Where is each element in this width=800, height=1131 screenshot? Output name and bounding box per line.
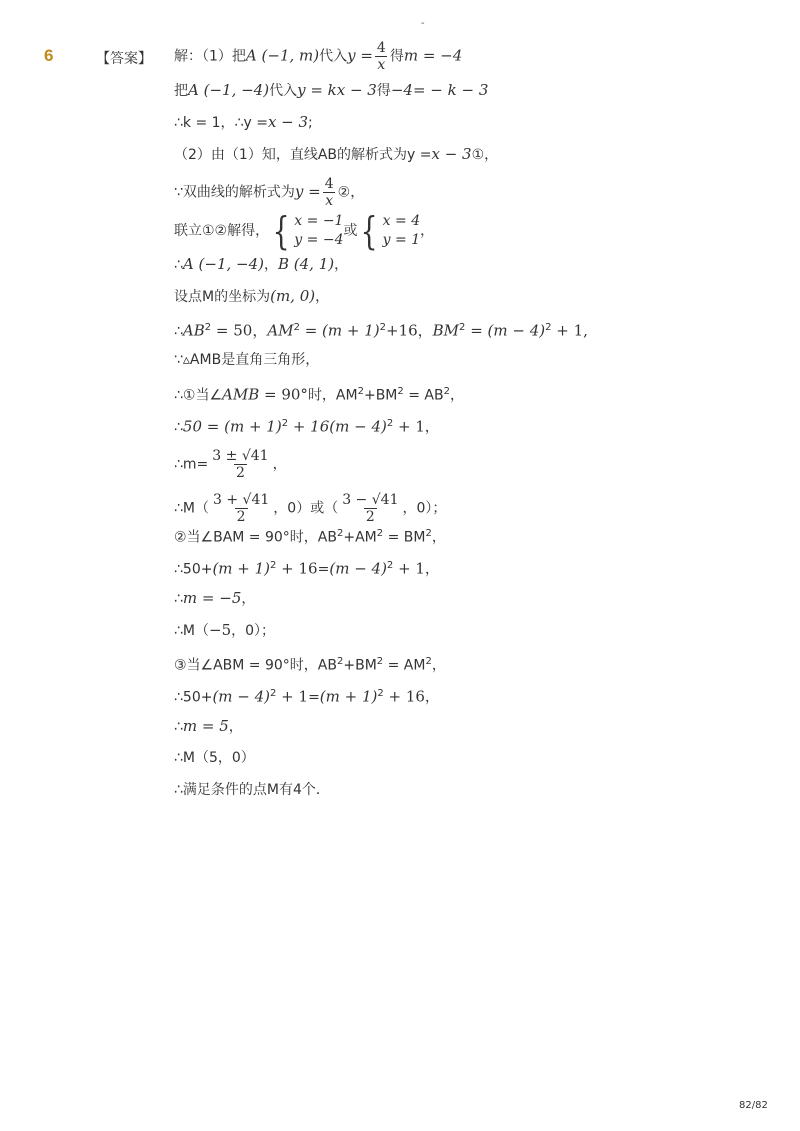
exponent: 2 [270,688,277,699]
text: ∴M（ [174,500,209,517]
exponent: 2 [425,656,432,667]
text: ∴50+ [174,689,213,706]
text: ，0）或（ [273,500,339,517]
solution-line-19 [174,652,446,676]
math: 50 = (m + 1) [182,417,282,436]
solution-line-20 [174,684,439,708]
solution-line-18 [174,620,275,641]
text: 解：（1）把 [174,48,246,65]
math: +16， [386,321,433,340]
text: ∵▵AMB是直角三角形， [174,352,320,368]
math: x − 3 [431,145,472,163]
solution-line-13 [174,448,287,481]
math: = 50， [211,321,268,340]
math: + 1 [393,417,425,436]
math: m = −5 [182,589,242,607]
exponent: 2 [293,322,300,333]
exponent: 2 [386,418,394,429]
solution-line-21 [174,716,243,737]
solution-line-15 [174,524,446,548]
text: ∴ [174,419,183,436]
solution-line-1 [174,40,462,73]
text: 代入 [319,48,348,65]
exponent: 2 [545,322,552,333]
math: + 1 [276,687,309,706]
text: ②当∠BAM = 90°时，AB [174,529,337,546]
exponent: 2 [459,322,466,333]
solution-line-8 [174,286,329,307]
math: A (−1, m) [245,46,320,65]
text: 时，AM [307,387,358,404]
text: ， [228,719,243,735]
text: 代入 [269,83,298,99]
solution-line-4 [174,144,498,165]
text: ，0）； [231,623,276,639]
text: （2）由（1）知，直线AB的解析式为y = [174,147,432,163]
solution-line-6 [174,209,435,253]
math: y = [294,182,321,201]
math: + 1, [551,321,588,340]
math: AM [267,321,294,340]
text: 联立①②解得， [174,223,270,239]
denominator: 2 [235,465,245,481]
text: = [317,561,330,578]
math: AB [182,321,205,340]
exponent: 2 [425,528,432,539]
numerator: 4 [324,176,334,192]
text: = AB [403,387,444,404]
text: ∴m= [174,456,209,473]
system-row: y = 1 [382,232,421,248]
solution-line-2 [174,80,488,101]
fraction [340,492,400,525]
brace-icon: { [361,209,379,253]
exponent: 2 [397,386,404,397]
math: A (−1, −4) [188,81,270,99]
math: m = 5 [182,717,229,735]
text: ， [241,591,256,607]
exponent: 2 [379,322,386,333]
exponent: 2 [443,386,450,397]
solution-line-3 [174,112,313,133]
solution-line-10 [174,350,319,370]
text: ， [449,387,464,404]
exponent: 2 [337,528,344,539]
question-number: 6 [44,46,54,65]
denominator: 2 [365,509,375,525]
equation-system-1 [269,209,344,253]
exponent: 2 [281,418,289,429]
text: ①， [471,147,499,163]
math: (m − 4) [329,559,387,578]
text: 或 [343,223,358,239]
answer-tag: 【答案】 [96,51,152,67]
text: +BM [363,387,398,404]
solution-line-9 [174,318,588,342]
text: ， [315,289,330,305]
top-mark: - [421,18,425,29]
denominator: x [325,193,334,209]
text: ∵双曲线的解析式为 [174,184,295,201]
text: ②， [337,184,365,201]
numerator: 3 + √41 [213,492,270,508]
solution-line-5 [174,176,364,209]
exponent: 2 [337,656,344,667]
solution-line-22 [174,748,255,768]
equation-system-2 [357,209,421,253]
text: ∴ [174,323,183,340]
text: ∴ [174,719,183,735]
solution-line-14 [174,492,446,525]
math: BM [432,321,460,340]
brace-icon: { [272,209,290,253]
numerator: 4 [376,40,386,56]
text: ， [431,529,446,546]
math: (m − 4) [212,687,271,706]
math: AMB [222,385,260,404]
text: = [308,689,320,706]
text: = BM [383,529,426,546]
math: x − 3 [267,113,309,131]
math: + 16 [276,559,318,578]
system-row: y = −4 [294,232,344,248]
text: ， [420,223,435,239]
text: 得 [389,48,404,65]
numerator: 3 ± √41 [212,448,269,464]
exponent: 2 [204,322,212,333]
text: +AM [343,529,377,546]
solution-line-12 [174,414,439,438]
text: ∴满足条件的点M有4个． [174,782,330,798]
fraction [211,492,271,525]
page-number: 82/82 [739,1100,768,1111]
exponent: 2 [377,688,384,699]
math: y = kx − 3 [297,81,377,99]
math: −5 [209,621,232,639]
text: ∴M（ [174,623,209,639]
system-row: x = 4 [382,213,421,229]
solution-line-23 [174,780,330,800]
fraction [375,40,388,73]
math: = 90° [259,385,308,404]
fraction [323,176,336,209]
text: ， [424,561,439,578]
text: = AM [383,657,426,674]
math: (m + 1) [319,687,378,706]
text: 设点M的坐标为 [174,289,271,305]
math: y = [347,46,373,65]
system-row: x = −1 [294,213,344,229]
exponent: 2 [386,560,394,571]
solution-line-17 [174,588,255,609]
math: + 16 [383,687,425,706]
text: ∴ [174,591,183,607]
math: −4= − k − 3 [390,81,489,99]
math: (m + 1) [212,559,271,578]
math: B (4, 1) [278,255,335,273]
text: ∴①当∠ [174,387,223,404]
text: ∴50+ [174,561,213,578]
solution-line-7 [174,254,348,275]
solution-line-16 [174,556,439,580]
math: = (m + 1) [299,321,380,340]
exponent: 2 [357,386,364,397]
numerator: 3 − √41 [342,492,399,508]
text: ∴M（5，0） [174,750,255,766]
text: 把 [174,83,188,99]
text: ， [424,419,439,436]
text: +BM [343,657,377,674]
math: = (m − 4) [465,321,546,340]
denominator: x [377,57,386,73]
text: ; [308,115,313,131]
text: ， [431,657,446,674]
math: + 16(m − 4) [288,417,387,436]
text: ， [272,456,287,473]
text: ③当∠ABM = 90°时，AB [174,657,337,674]
text: ，0）； [402,500,447,517]
text: ， [424,689,439,706]
text: 得 [376,83,391,99]
exponent: 2 [376,656,384,667]
exponent: 2 [270,560,277,571]
text: ， [334,257,349,273]
math: m = −4 [403,46,463,65]
solution-line-11 [174,382,464,406]
math: A (−1, −4) [182,255,264,273]
fraction [210,448,270,481]
denominator: 2 [236,509,246,525]
text: ∴ [174,257,183,273]
text: ∴k = 1，∴y = [174,115,268,131]
math: + 1 [393,559,425,578]
text: ， [264,257,278,273]
exponent: 2 [376,528,384,539]
math: (m, 0) [270,287,316,305]
